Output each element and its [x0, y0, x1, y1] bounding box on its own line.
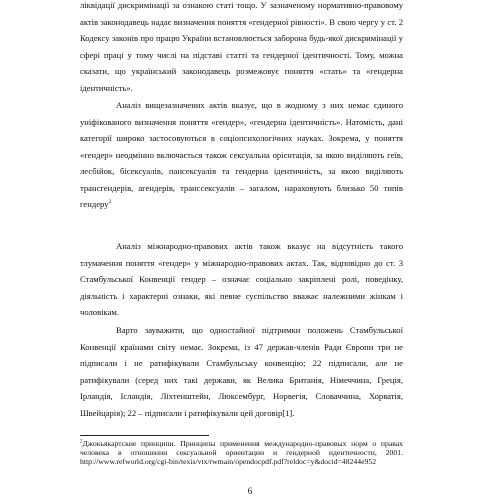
paragraph-text: Аналіз вищезазначених актів вказує, що в жодному з них немає єдиного уніфікованого визначення поняття «гендер», «гендерна ідентичність». Натомість, дані категорії широко застосовуються в соціопсихологічних науках. Зокрема, у поняття «гендер» неодмінно включається також сексуальна орієнтація, за якою виділяють геїв, лесбійок, бісексуалів, пансексуалів та гендерна ідентичність, за якою виділяють трансгендерів, агендерів, транссексуалів – загалом, нараховують близько 50 типів гендеру — [80, 100, 403, 209]
footnote-text: Джокьякартские принципи. Принципы применения международно-правовых норм о правах человека в отношении сексуальной ориентации и гендерной идентичности, 2001. http://www.refworld.org/cgi-bin/texis/vtx/rwmain/opendocpdf.pdf?reldoc=y&docid=48244e952 — [80, 439, 403, 467]
paragraph: Варто зауважити, що одностайної підтримки положень Стамбульської Конвенції країнами світу немає. Зокрема, із 47 держав-членів Ради Європи три не підписали і не ратифікували Стамбульську конвенцію; 22 підписали, але не ратифікували (серед них такі держави, як Велика Британія, Німеччина, Греція, Ірландія, Ісландія, Ліхтенштейн, Люксембург, Норвегія, Словаччина, Хорватія, Швейцарія); 22 – підписали і ратифікували цей договір[1]. — [80, 325, 403, 418]
paragraph — [80, 97, 403, 213]
paragraph-2-block — [80, 97, 403, 213]
paragraph-3-block — [80, 238, 403, 321]
footnote — [80, 439, 403, 466]
paragraph: Аналіз міжнародно-правових актів також вказує на відсутність такого тлумачення поняття «гендер» у міжнародно-правових актах. Так, відповідно до ст. 3 Стамбульської Конвенції гендер – означає соціально закріплені ролі, поведінку, діяльність і характерні ознаки, які певне суспільство вважає належними жінкам і чоловікам. — [80, 241, 403, 317]
page-number: 6 — [247, 486, 253, 496]
paragraph: ліквідації дискримінації за ознакою статі тощо. У зазначеному нормативно-правовому актів законодавець надає визначення поняття «гендерної рівності». В свою чергу у ст. 2 Кодексу законів про працю України встановлюється заборона будь-якої дискримінації у сфері праці у тому числі на підставі статті та гендерної ідентичності. Тому, можна сказати, що український законодавець розмежовує поняття «стать» та «гендерна ідентичність». — [80, 0, 403, 93]
paragraph-4-block — [80, 322, 403, 421]
footnote-separator — [80, 435, 209, 436]
paragraph-1-block — [80, 0, 403, 96]
footnote-reference[interactable]: 2 — [108, 199, 112, 206]
footnote-marker: 2 — [80, 439, 83, 445]
